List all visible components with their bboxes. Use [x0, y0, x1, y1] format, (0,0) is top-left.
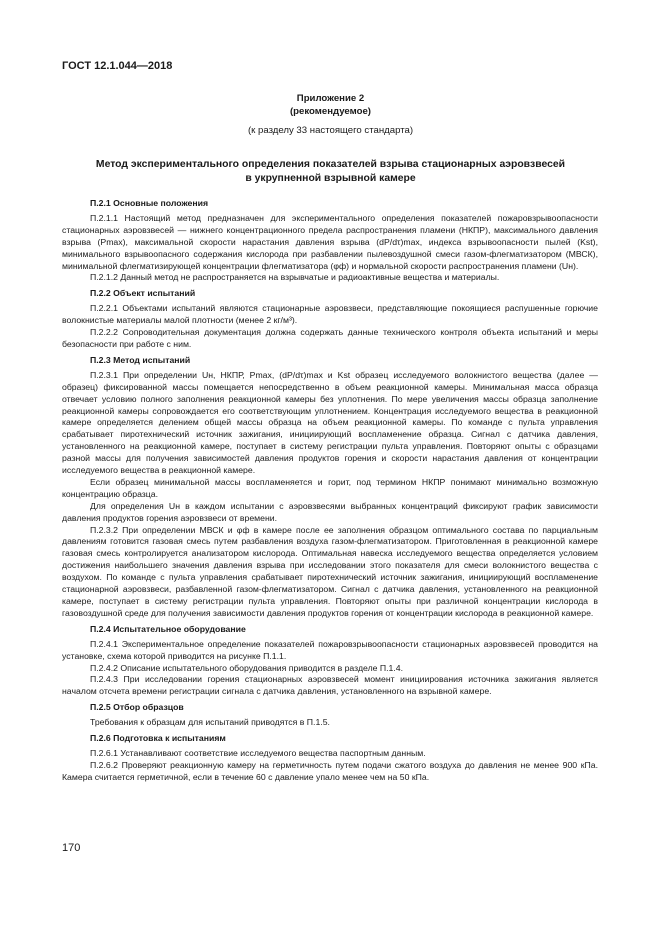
paragraph: П.2.4.3 При исследовании горения стационарных аэровзвесей момент инициирования источника зажигания является началом отсчета времени регистрации сигнала с датчика давления, установленного на взрывной камере. [62, 674, 598, 697]
standard-header: ГОСТ 12.1.044—2018 [62, 60, 173, 72]
paragraph: П.2.6.2 Проверяют реакционную камеру на герметичность путем подачи сжатого воздуха до давления не менее 900 кПа. Камера считается герметичной, если в течение 60 с давление упало менее чем на 50 кПа. [62, 759, 598, 782]
appendix-label: Приложение 2 [296, 93, 365, 104]
page-number: 170 [62, 842, 81, 854]
section-heading: П.2.4 Испытательное оборудование [90, 623, 246, 634]
paragraph: П.2.3.2 При определении МВСК и φф в камере после ее заполнения образцом оптимального состава по парциальным давлениям готовится газовая смесь путем разбавления воздуха газом-флегматизатором. Приготовленная в реакционной камере газовая смесь контролируется анализатором кислорода. Оптимальная навеска исследуемого вещества определяется условием достижения наибольшего значения давления взрыва при исследовании этого показателя для смеси волокнистого вещества с воздухом. По команде с пульта управления срабатывает пиротехнический источник зажигания, инициирующий воспламенение стационарной аэровзвеси, разбавленной газом-флегматизатором. Сигнал с датчика давления, установленного на реакционной камере, поступает в систему регистрации пульта управления. Повторяют опыты при различной концентрации кислорода в газовоздушной среде для получения зависимости давления продуктов горения от концентрации кислорода в реакционной камере. [62, 524, 598, 618]
section-heading: П.2.3 Метод испытаний [90, 354, 191, 365]
document-title-line-1: Метод экспериментального определения показателей взрыва стационарных аэровзвесей [95, 159, 566, 170]
paragraph: Для определения Uн в каждом испытании с аэровзвесями выбранных концентраций фиксируют график зависимости давления продуктов горения аэровзвеси от времени. [62, 500, 598, 523]
paragraph: П.2.4.2 Описание испытательного оборудования приводится в разделе П.1.4. [90, 662, 404, 673]
paragraph: П.2.6.1 Устанавливают соответствие исследуемого вещества паспортным данным. [90, 747, 426, 758]
paragraph: П.2.3.1 При определении Uн, НКПР, Pmax, (dP/dτ)max и Kst образец исследуемого волокнистого вещества (далее — образец) фиксированной массы помещается непосредственно в объем реакционной камеры. Минимальная масса образца отвечает условию полного заполнения реакционной камеры без уплотнения. По мере увеличения массы образца заполнение реакционной камеры сопровождается его соответствующим уплотнением. Концентрация исследуемого вещества в реакционной камере определяется делением общей массы образца на объем реакционной камеры. По команде с пульта управления срабатывает пиротехнический источник зажигания, инициирующий воспламенение образца. Сигнал с датчика давления, установленного на реакционной камере, поступает в систему регистрации пульта управления. Повторяют опыты с образцами разной массы для получения зависимостей давления продуктов горения и скорости нарастания давления от концентрации исследуемого вещества в реакционной камере. [62, 369, 598, 476]
paragraph: П.2.2.2 Сопроводительная документация должна содержать данные технического контроля объекта испытаний и меры безопасности при работе с ним. [62, 327, 598, 349]
section-heading: П.2.1 Основные положения [90, 198, 209, 208]
paragraph: П.2.4.1 Экспериментальное определение показателей пожаровзрывоопасности стационарных аэровзвесей проводится на установке, схема которой приводится на рисунке П.1.1. [62, 638, 598, 661]
appendix-reference: (к разделу 33 настоящего стандарта) [247, 125, 414, 136]
appendix-type: (рекомендуемое) [289, 106, 371, 117]
paragraph: П.2.2.1 Объектами испытаний являются стационарные аэровзвеси, представляющие покоящиеся распушенные горючие волокнистые материалы малой плотности (менее 2 кг/м³). [62, 303, 598, 326]
paragraph: П.2.1.2 Данный метод не распространяется на взрывчатые и радиоактивные вещества и материалы. [90, 272, 500, 283]
section-heading: П.2.5 Отбор образцов [90, 702, 184, 713]
section-heading: П.2.2 Объект испытаний [90, 288, 196, 299]
section-heading: П.2.6 Подготовка к испытаниям [90, 733, 226, 744]
paragraph: Если образец минимальной массы воспламеняется и горит, под термином НКПР понимают минимально возможную концентрацию образца. [62, 476, 598, 499]
document-body [62, 194, 598, 784]
paragraph: П.2.1.1 Настоящий метод предназначен для экспериментального определения показателей пожаровзрывоопасности стационарных аэровзвесей — нижнего концентрационного предела распространения пламени (НКПР), максимального давления взрыва (Pmax), максимальной скорости нарастания давления взрыва (dP/dτ)max, индекса взрывоопасности пылей (Kst), минимального взрывоопасного содержания кислорода при разбавлении пылевоздушной смеси газом-флегматизатором (МВСК), минимальной флегматизирующей концентрации флегматизатора (φф) и нормальной скорости распространения пламени (Uн). [62, 212, 598, 271]
document-title-line-2: в укрупненной взрывной камере [245, 173, 416, 184]
paragraph: Требования к образцам для испытаний приводятся в П.1.5. [90, 717, 330, 728]
